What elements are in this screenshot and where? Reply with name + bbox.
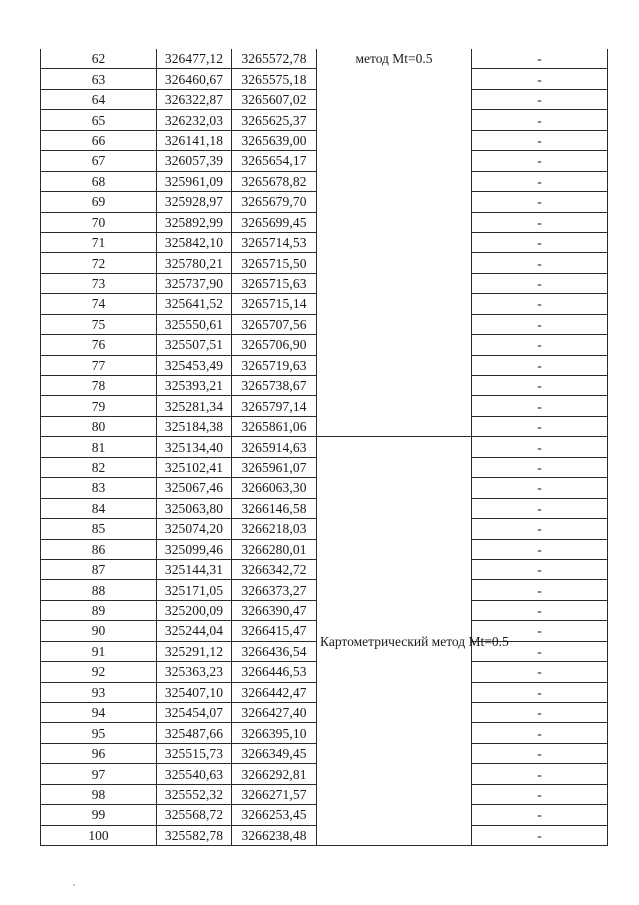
accuracy-value: - xyxy=(472,559,608,579)
method-cell-top: метод Mt=0.5 xyxy=(317,49,472,437)
accuracy-value: - xyxy=(472,212,608,232)
accuracy-value: - xyxy=(472,49,608,69)
accuracy-value: - xyxy=(472,662,608,682)
point-number: 95 xyxy=(41,723,157,743)
coordinate-y: 3265715,14 xyxy=(232,294,317,314)
table-row xyxy=(41,49,608,69)
accuracy-value: - xyxy=(472,621,608,641)
accuracy-value: - xyxy=(472,805,608,825)
accuracy-value: - xyxy=(472,784,608,804)
point-number: 78 xyxy=(41,376,157,396)
scan-speck: , xyxy=(73,878,75,887)
coordinate-x: 325892,99 xyxy=(157,212,232,232)
coordinate-y: 3266390,47 xyxy=(232,600,317,620)
coordinates-table xyxy=(40,49,608,846)
accuracy-value: - xyxy=(472,396,608,416)
coordinate-x: 325134,40 xyxy=(157,437,232,457)
accuracy-value: - xyxy=(472,232,608,252)
point-number: 97 xyxy=(41,764,157,784)
accuracy-value: - xyxy=(472,376,608,396)
coordinate-y: 3265699,45 xyxy=(232,212,317,232)
coordinate-y: 3266253,45 xyxy=(232,805,317,825)
coordinate-x: 325453,49 xyxy=(157,355,232,375)
point-number: 87 xyxy=(41,559,157,579)
accuracy-value: - xyxy=(472,192,608,212)
accuracy-value: - xyxy=(472,682,608,702)
point-number: 84 xyxy=(41,498,157,518)
coordinate-y: 3265719,63 xyxy=(232,355,317,375)
point-number: 71 xyxy=(41,232,157,252)
coordinate-y: 3265639,00 xyxy=(232,130,317,150)
coordinate-x: 325063,80 xyxy=(157,498,232,518)
coordinate-x: 326141,18 xyxy=(157,130,232,150)
accuracy-value: - xyxy=(472,253,608,273)
accuracy-value: - xyxy=(472,498,608,518)
coordinate-y: 3266218,03 xyxy=(232,519,317,539)
method-cell-main: Картометрический метод Mt=0.5 xyxy=(317,437,472,846)
accuracy-value: - xyxy=(472,764,608,784)
coordinate-y: 3266442,47 xyxy=(232,682,317,702)
point-number: 70 xyxy=(41,212,157,232)
point-number: 64 xyxy=(41,89,157,109)
coordinate-x: 326057,39 xyxy=(157,151,232,171)
coordinate-x: 325171,05 xyxy=(157,580,232,600)
coordinate-x: 325393,21 xyxy=(157,376,232,396)
point-number: 69 xyxy=(41,192,157,212)
coordinate-x: 325552,32 xyxy=(157,784,232,804)
coordinate-y: 3265797,14 xyxy=(232,396,317,416)
coordinate-x: 326477,12 xyxy=(157,49,232,69)
coordinate-y: 3265678,82 xyxy=(232,171,317,191)
accuracy-value: - xyxy=(472,171,608,191)
point-number: 80 xyxy=(41,416,157,436)
accuracy-value: - xyxy=(472,273,608,293)
point-number: 89 xyxy=(41,600,157,620)
coordinate-y: 3265654,17 xyxy=(232,151,317,171)
coordinate-x: 325067,46 xyxy=(157,478,232,498)
coordinate-y: 3265715,63 xyxy=(232,273,317,293)
coordinate-y: 3266395,10 xyxy=(232,723,317,743)
coordinate-y: 3265861,06 xyxy=(232,416,317,436)
point-number: 92 xyxy=(41,662,157,682)
coordinate-x: 325582,78 xyxy=(157,825,232,845)
point-number: 93 xyxy=(41,682,157,702)
point-number: 73 xyxy=(41,273,157,293)
coordinate-y: 3265625,37 xyxy=(232,110,317,130)
point-number: 68 xyxy=(41,171,157,191)
point-number: 96 xyxy=(41,743,157,763)
coordinate-y: 3265961,07 xyxy=(232,457,317,477)
coordinate-x: 325244,04 xyxy=(157,621,232,641)
point-number: 79 xyxy=(41,396,157,416)
coordinate-x: 325200,09 xyxy=(157,600,232,620)
point-number: 67 xyxy=(41,151,157,171)
coordinate-y: 3266063,30 xyxy=(232,478,317,498)
coordinate-x: 325074,20 xyxy=(157,519,232,539)
point-number: 82 xyxy=(41,457,157,477)
coordinate-y: 3265607,02 xyxy=(232,89,317,109)
coordinate-y: 3266292,81 xyxy=(232,764,317,784)
point-number: 65 xyxy=(41,110,157,130)
coordinate-x: 325842,10 xyxy=(157,232,232,252)
point-number: 76 xyxy=(41,335,157,355)
coordinate-x: 325928,97 xyxy=(157,192,232,212)
coordinate-x: 325487,66 xyxy=(157,723,232,743)
accuracy-value: - xyxy=(472,416,608,436)
coordinate-y: 3265914,63 xyxy=(232,437,317,457)
coordinate-x: 325102,41 xyxy=(157,457,232,477)
accuracy-value: - xyxy=(472,580,608,600)
coordinate-x: 325961,09 xyxy=(157,171,232,191)
point-number: 63 xyxy=(41,69,157,89)
accuracy-value: - xyxy=(472,457,608,477)
accuracy-value: - xyxy=(472,314,608,334)
point-number: 94 xyxy=(41,703,157,723)
point-number: 66 xyxy=(41,130,157,150)
point-number: 90 xyxy=(41,621,157,641)
coordinate-y: 3265572,78 xyxy=(232,49,317,69)
coordinate-x: 325363,23 xyxy=(157,662,232,682)
coordinate-y: 3266238,48 xyxy=(232,825,317,845)
point-number: 99 xyxy=(41,805,157,825)
coordinate-y: 3266349,45 xyxy=(232,743,317,763)
accuracy-value: - xyxy=(472,294,608,314)
coordinate-y: 3266373,27 xyxy=(232,580,317,600)
coordinate-x: 326232,03 xyxy=(157,110,232,130)
point-number: 91 xyxy=(41,641,157,661)
coordinate-x: 325407,10 xyxy=(157,682,232,702)
coordinate-x: 326460,67 xyxy=(157,69,232,89)
coordinate-y: 3266436,54 xyxy=(232,641,317,661)
point-number: 72 xyxy=(41,253,157,273)
table-row xyxy=(41,437,608,457)
accuracy-value: - xyxy=(472,69,608,89)
coordinate-y: 3265706,90 xyxy=(232,335,317,355)
coordinate-x: 325641,52 xyxy=(157,294,232,314)
accuracy-value: - xyxy=(472,478,608,498)
coordinate-y: 3265714,53 xyxy=(232,232,317,252)
coordinate-x: 325550,61 xyxy=(157,314,232,334)
coordinate-x: 325515,73 xyxy=(157,743,232,763)
accuracy-value: - xyxy=(472,437,608,457)
coordinate-y: 3266280,01 xyxy=(232,539,317,559)
accuracy-value: - xyxy=(472,703,608,723)
coordinate-y: 3266427,40 xyxy=(232,703,317,723)
coordinate-y: 3265707,56 xyxy=(232,314,317,334)
coordinate-x: 325099,46 xyxy=(157,539,232,559)
coordinate-x: 325507,51 xyxy=(157,335,232,355)
coordinate-x: 325291,12 xyxy=(157,641,232,661)
coordinate-y: 3265575,18 xyxy=(232,69,317,89)
point-number: 62 xyxy=(41,49,157,69)
accuracy-value: - xyxy=(472,641,608,661)
coordinate-x: 325568,72 xyxy=(157,805,232,825)
point-number: 75 xyxy=(41,314,157,334)
coordinate-y: 3266342,72 xyxy=(232,559,317,579)
accuracy-value: - xyxy=(472,519,608,539)
accuracy-value: - xyxy=(472,723,608,743)
accuracy-value: - xyxy=(472,539,608,559)
coordinate-y: 3265738,67 xyxy=(232,376,317,396)
point-number: 88 xyxy=(41,580,157,600)
point-number: 81 xyxy=(41,437,157,457)
coordinate-x: 326322,87 xyxy=(157,89,232,109)
point-number: 85 xyxy=(41,519,157,539)
coordinate-y: 3265679,70 xyxy=(232,192,317,212)
point-number: 86 xyxy=(41,539,157,559)
coordinate-y: 3266446,53 xyxy=(232,662,317,682)
accuracy-value: - xyxy=(472,335,608,355)
point-number: 74 xyxy=(41,294,157,314)
point-number: 77 xyxy=(41,355,157,375)
coordinates-table-body xyxy=(41,49,608,846)
coordinate-x: 325737,90 xyxy=(157,273,232,293)
coordinate-x: 325540,63 xyxy=(157,764,232,784)
accuracy-value: - xyxy=(472,743,608,763)
point-number: 100 xyxy=(41,825,157,845)
accuracy-value: - xyxy=(472,151,608,171)
accuracy-value: - xyxy=(472,825,608,845)
coordinate-y: 3266146,58 xyxy=(232,498,317,518)
accuracy-value: - xyxy=(472,89,608,109)
accuracy-value: - xyxy=(472,130,608,150)
coordinate-y: 3266415,47 xyxy=(232,621,317,641)
accuracy-value: - xyxy=(472,355,608,375)
accuracy-value: - xyxy=(472,600,608,620)
accuracy-value: - xyxy=(472,110,608,130)
coordinate-x: 325780,21 xyxy=(157,253,232,273)
coordinate-y: 3266271,57 xyxy=(232,784,317,804)
coordinate-x: 325281,34 xyxy=(157,396,232,416)
point-number: 83 xyxy=(41,478,157,498)
coordinate-x: 325144,31 xyxy=(157,559,232,579)
point-number: 98 xyxy=(41,784,157,804)
coordinate-y: 3265715,50 xyxy=(232,253,317,273)
coordinate-x: 325454,07 xyxy=(157,703,232,723)
coordinate-x: 325184,38 xyxy=(157,416,232,436)
